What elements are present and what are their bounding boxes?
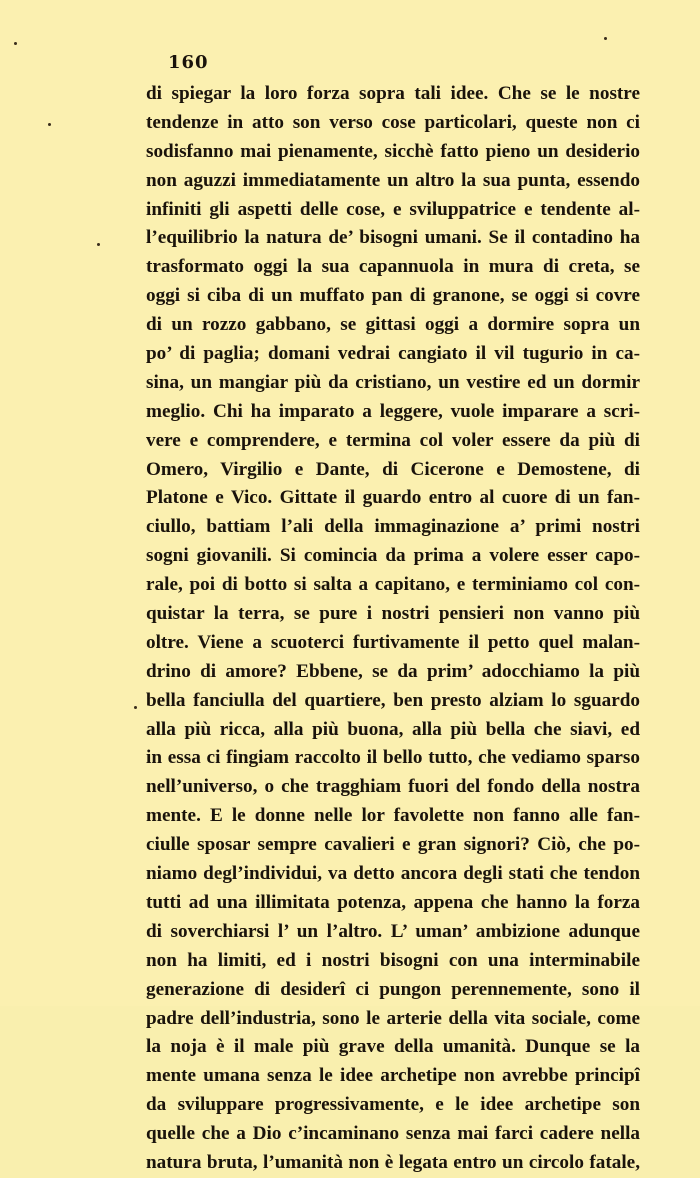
text-line: quelle che a Dio c’incaminano senza mai farci cadere nella bbox=[146, 1123, 640, 1145]
body-text bbox=[146, 80, 640, 1178]
text-line: Omero, Virgilio e Dante, di Cicerone e Demostene, di bbox=[146, 458, 640, 480]
speck bbox=[604, 37, 607, 40]
speck bbox=[134, 706, 137, 709]
text-line: nell’universo, o che tragghiam fuori del fondo della nostra bbox=[146, 776, 640, 798]
text-line: trasformato oggi la sua capannuola in mura di creta, se bbox=[146, 256, 640, 278]
text-line: oggi si ciba di un muffato pan di granone, se oggi si covre bbox=[146, 285, 640, 307]
speck bbox=[14, 42, 17, 45]
text-line: non aguzzi immediatamente un altro la sua punta, essendo bbox=[146, 169, 640, 191]
text-line: niamo degl’individui, va detto ancora degli stati che tendon bbox=[146, 863, 640, 885]
text-line: mente. E le donne nelle lor favolette non fanno alle fan- bbox=[146, 805, 640, 827]
text-line: di un rozzo gabbano, se gittasi oggi a dormire sopra un bbox=[146, 314, 640, 336]
text-line: natura bruta, l’umanità non è legata entro un circolo fatale, bbox=[146, 1151, 640, 1173]
text-line: in essa ci fingiam raccolto il bello tutto, che vediamo sparso bbox=[146, 747, 640, 769]
text-line: generazione di desiderî ci pungon perennemente, sono il bbox=[146, 978, 640, 1000]
text-line: ciullo, battiam l’ali della immaginazione a’ primi nostri bbox=[146, 516, 640, 538]
text-line: quistar la terra, se pure i nostri pensieri non vanno più bbox=[146, 603, 640, 625]
text-line: da sviluppare progressivamente, e le idee archetipe son bbox=[146, 1094, 640, 1116]
text-line: di soverchiarsi l’ un l’altro. L’ uman’ ambizione adunque bbox=[146, 920, 640, 942]
text-line: infiniti gli aspetti delle cose, e sviluppatrice e tendente al- bbox=[146, 198, 640, 220]
text-line: di spiegar la loro forza sopra tali idee. Che se le nostre bbox=[146, 83, 640, 104]
speck bbox=[48, 123, 51, 126]
text-line: alla più ricca, alla più buona, alla più bella che siavi, ed bbox=[146, 718, 640, 740]
text-line: l’equilibrio la natura de’ bisogni umani. Se il contadino ha bbox=[146, 227, 640, 249]
text-line: drino di amore? Ebbene, se da prim’ adocchiamo la più bbox=[146, 660, 640, 682]
text-line: ciulle sposar sempre cavalieri e gran signori? Ciò, che po- bbox=[146, 834, 640, 856]
text-line: sodisfanno mai pienamente, sicchè fatto pieno un desiderio bbox=[146, 140, 640, 162]
text-line: tendenze in atto son verso cose particolari, queste non ci bbox=[146, 111, 640, 133]
text-line: sogni giovanili. Si comincia da prima a volere esser capo- bbox=[146, 545, 640, 567]
page-number: 160 bbox=[168, 52, 209, 73]
text-line: bella fanciulla del quartiere, ben presto alziam lo sguardo bbox=[146, 689, 640, 711]
text-line: la noja è il male più grave della umanità. Dunque se la bbox=[146, 1036, 640, 1058]
text-line: Platone e Vico. Gittate il guardo entro al cuore di un fan- bbox=[146, 487, 640, 509]
text-line: tutti ad una illimitata potenza, appena che hanno la forza bbox=[146, 891, 640, 913]
text-line: vere e comprendere, e termina col voler essere da più di bbox=[146, 429, 640, 451]
text-line: sina, un mangiar più da cristiano, un vestire ed un dormir bbox=[146, 371, 640, 393]
text-line: mente umana senza le idee archetipe non avrebbe principî bbox=[146, 1065, 640, 1087]
text-line: meglio. Chi ha imparato a leggere, vuole imparare a scri- bbox=[146, 400, 640, 422]
text-line: po’ di paglia; domani vedrai cangiato il vil tugurio in ca- bbox=[146, 343, 640, 365]
text-line: padre dell’industria, sono le arterie della vita sociale, come bbox=[146, 1007, 640, 1029]
text-line: rale, poi di botto si salta a capitano, e terminiamo col con- bbox=[146, 574, 640, 596]
speck bbox=[97, 243, 100, 246]
text-line: oltre. Viene a scuoterci furtivamente il petto quel malan- bbox=[146, 631, 640, 653]
text-line: non ha limiti, ed i nostri bisogni con una interminabile bbox=[146, 949, 640, 971]
